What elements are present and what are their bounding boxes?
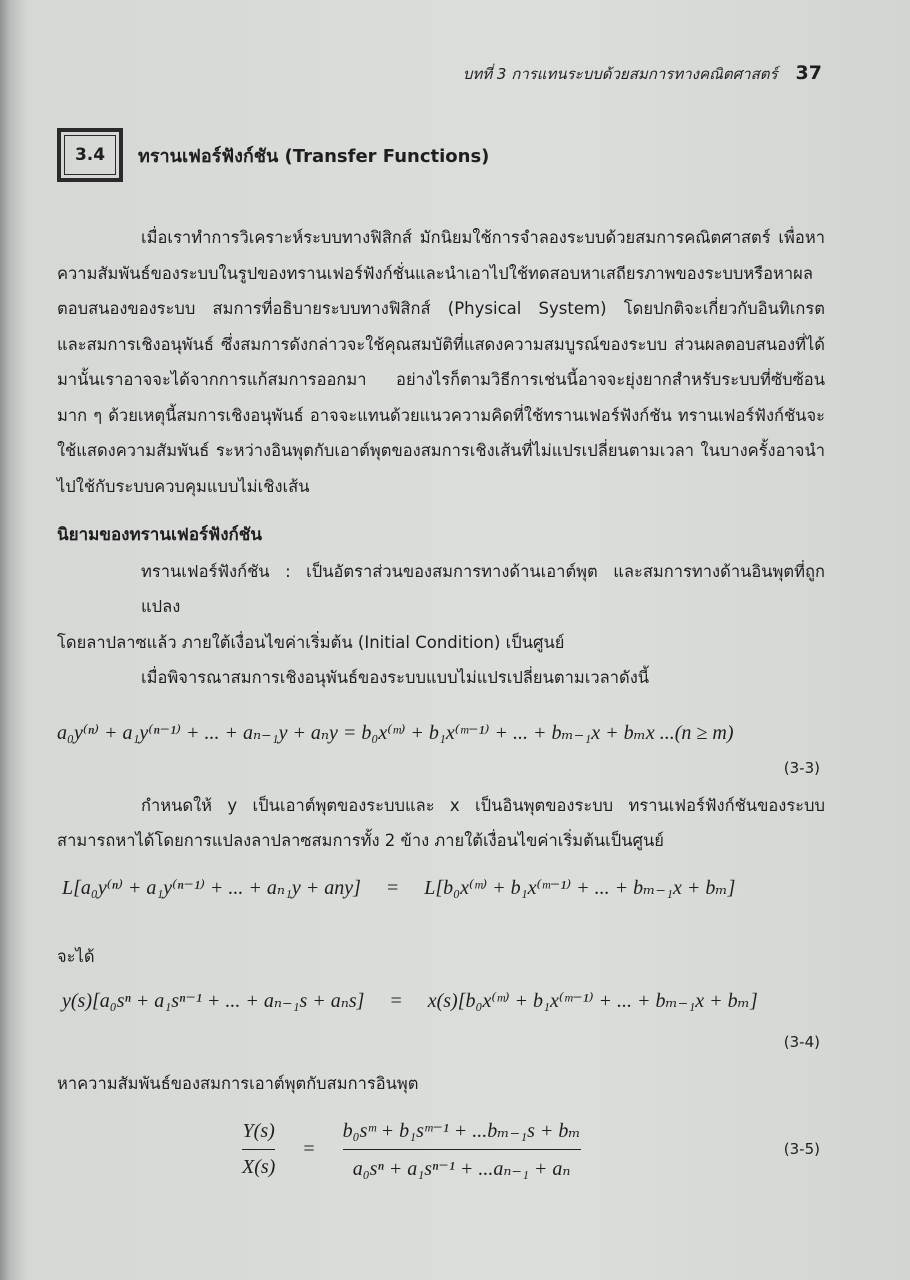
- equation-number: (3-4): [783, 1033, 820, 1051]
- equation-3-3-row: [57, 718, 825, 748]
- equals-sign: =: [386, 876, 399, 899]
- laplace-equation: [57, 873, 825, 903]
- equation-3-3: a₀y⁽ⁿ⁾ + a₁y⁽ⁿ⁻¹⁾ + ... + aₙ₋₁y + aₙy = b₀x⁽ᵐ⁾ + b₁x⁽ᵐ⁻¹⁾ + ... + bₘ₋₁x + bₘx ...(n ≥ m): [57, 721, 734, 744]
- fraction-y-over-x: [242, 1120, 275, 1180]
- paragraph-line: และสมการเชิงอนุพันธ์ ซึ่งสมการดังกล่าวจะใช้คุณสมบัติที่แสดงความสมบูรณ์ของระบบ ส่วนผลตอบสนองที่ได้: [57, 334, 825, 354]
- equals-sign: =: [390, 990, 402, 1012]
- transfer-function-fraction: [343, 1118, 581, 1182]
- section-title: ทรานเฟอร์ฟังก์ชัน (Transfer Functions): [138, 145, 490, 167]
- paragraph-line: ไปใช้กับระบบควบคุมแบบไม่เชิงเส้น: [57, 476, 310, 496]
- equation-3-5: [242, 1118, 825, 1182]
- paragraph-line: สามารถหาได้โดยการแปลงลาปลาซสมการทั้ง 2 ข้าง ภายใต้เงื่อนไขค่าเริ่มต้นเป็นศูนย์: [57, 831, 664, 850]
- equals-sign: =: [303, 1137, 315, 1160]
- equation-number: (3-3): [783, 758, 820, 777]
- fraction-bar: [242, 1149, 275, 1151]
- denominator: X(s): [242, 1156, 276, 1178]
- paragraph-line: กำหนดให้ y เป็นเอาต์พุตของระบบและ x เป็นอินพุตของระบบ ทรานเฟอร์ฟังก์ชันของระบบ: [141, 795, 825, 815]
- section-header: [57, 128, 825, 182]
- paragraph-line: หาความสัมพันธ์ของสมการเอาต์พุตกับสมการอินพุต: [57, 1074, 419, 1093]
- page-body: [57, 128, 825, 1181]
- equation-3-4: [57, 986, 825, 1016]
- paragraph-line: เมื่อเราทำการวิเคราะห์ระบบทางฟิสิกส์ มักนิยมใช้การจำลองระบบด้วยสมการคณิตศาสตร์ เพื่อหา: [141, 228, 825, 247]
- chapter-title: บทที่ 3 การแทนระบบด้วยสมการทางคณิตศาสตร์: [462, 65, 778, 83]
- running-header: [463, 62, 822, 86]
- equation-3-4-rhs: x(s)[b₀x⁽ᵐ⁾ + b₁x⁽ᵐ⁻¹⁾ + ... + bₘ₋₁x + bₘ]: [427, 990, 758, 1012]
- subsection-heading: นิยามของทรานเฟอร์ฟังก์ชัน: [57, 525, 262, 545]
- paragraph-line: ทรานเฟอร์ฟังก์ชัน : เป็นอัตราส่วนของสมการทางด้านเอาต์พุต และสมการทางด้านอินพุตที่ถูกแปลง: [141, 561, 825, 616]
- paragraph-line: ใช้แสดงความสัมพันธ์ ระหว่างอินพุตกับเอาต์พุตของสมการเชิงเส้นที่ไม่แปรเปลี่ยนตามเวลา ในบางครั้งอาจนำ: [57, 441, 825, 460]
- laplace-equation-rhs: L[b₀x⁽ᵐ⁾ + b₁x⁽ᵐ⁻¹⁾ + ... + bₘ₋₁x + bₘ]: [424, 876, 736, 899]
- paragraph-line: จะได้: [57, 946, 95, 966]
- paragraph-line: ความสัมพันธ์ของระบบในรูปของทรานเฟอร์ฟังก์ชั่นและนำเอาไปใช้ทดสอบหาเสถียรภาพของระบบหรือหาผล: [57, 263, 813, 283]
- equation-number: (3-5): [783, 1140, 820, 1159]
- section-number: 3.4: [74, 145, 106, 165]
- fraction-bar: [343, 1149, 581, 1151]
- equation-3-4-lhs: y(s)[a₀sⁿ + a₁sⁿ⁻¹ + ... + aₙ₋₁s + aₙs]: [62, 990, 365, 1012]
- intro-paragraph: [57, 220, 825, 504]
- paragraph: [57, 788, 825, 859]
- paragraph-line: มาก ๆ ด้วยเหตุนี้สมการเชิงอนุพันธ์ อาจจะแทนด้วยแนวความคิดที่ใช้ทรานเฟอร์ฟังก์ชัน ทรานเฟอร์ฟังก์ชันจะ: [57, 405, 825, 425]
- paragraph-line: ตอบสนองของระบบ สมการที่อธิบายระบบทางฟิสิกส์ (Physical System) โดยปกติจะเกี่ยวกับอินทิเกรต: [57, 299, 825, 318]
- laplace-equation-lhs: L[a₀y⁽ⁿ⁾ + a₁y⁽ⁿ⁻¹⁾ + ... + aₙ₁y + any]: [62, 876, 361, 899]
- paragraph-line: มานั้นเราอาจจะได้จากการแก้สมการออกมา อย่างไรก็ตามวิธีการเช่นนี้อาจจะยุ่งยากสำหรับระบบที่ซับซ้อน: [57, 370, 825, 389]
- section-number-box: [57, 128, 123, 182]
- paragraph-line: เมื่อพิจารณาสมการเชิงอนุพันธ์ของระบบแบบไม่แปรเปลี่ยนตามเวลาดังนี้: [141, 668, 650, 687]
- paragraph-line: โดยลาปลาซแล้ว ภายใต้เงื่อนไขค่าเริ่มต้น (Initial Condition) เป็นศูนย์: [57, 632, 565, 652]
- numerator: b₀sᵐ + b₁sᵐ⁻¹ + ...bₘ₋₁s + bₘ: [342, 1119, 581, 1142]
- page-number: 37: [795, 62, 822, 84]
- denominator: a₀sⁿ + a₁sⁿ⁻¹ + ...aₙ₋₁ + aₙ: [352, 1158, 571, 1180]
- numerator: Y(s): [242, 1119, 275, 1142]
